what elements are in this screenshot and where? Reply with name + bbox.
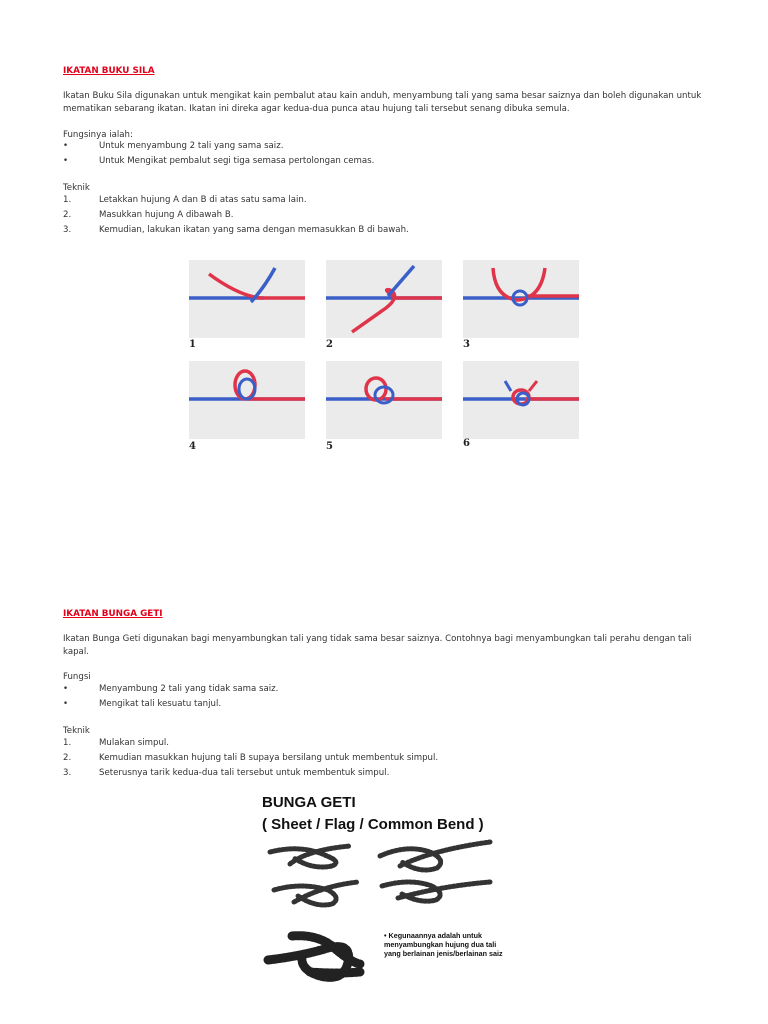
knot-illustrations (232, 786, 536, 1014)
knot-step-6-photo (463, 361, 579, 439)
photo-label-4: 4 (189, 441, 196, 452)
section2-title: IKATAN BUNGA GETI (63, 609, 163, 619)
diagram-subtitle: ( Sheet / Flag / Common Bend ) (262, 816, 484, 833)
bunga-geti-diagram (232, 786, 536, 1014)
knot-step-4-photo (189, 361, 305, 439)
section2-technique-label: Teknik (63, 726, 90, 736)
photo-label-1: 1 (189, 339, 196, 350)
section2-function-label: Fungsi (63, 672, 91, 682)
section1-intro: Ikatan Buku Sila digunakan untuk mengikat kain pembalut atau kain anduh, menyambung tali yang sama besar saiznya dan boleh digunakan untuk mematikan sebarang ikatan. Ikatan ini direka agar kedua-dua punca atau hujung tali tersebut senang dibuka semula. (63, 91, 702, 114)
photo-label-3: 3 (463, 339, 470, 350)
section1-technique-label: Teknik (63, 183, 90, 193)
knot-step-3-photo (463, 260, 579, 338)
section2-intro: Ikatan Bunga Geti digunakan bagi menyambungkan tali yang tidak sama besar saiznya. Contohnya bagi menyambungkan tali perahu dengan tali kapal. (63, 634, 692, 657)
knot-step-5-photo (326, 361, 442, 439)
section1-title: IKATAN BUKU SILA (63, 66, 155, 76)
knot-step-1-photo (189, 260, 305, 338)
knot-step-2-photo (326, 260, 442, 338)
photo-label-6: 6 (463, 438, 470, 449)
section1-function-label: Fungsinya ialah: (63, 130, 133, 140)
photo-label-5: 5 (326, 441, 333, 452)
diagram-title: BUNGA GETI (262, 794, 356, 811)
photo-label-2: 2 (326, 339, 333, 350)
diagram-note: • Kegunaannya adalah untuk menyambungkan hujung dua tali yang berlainan jenis/berlainan saiz (384, 931, 503, 958)
